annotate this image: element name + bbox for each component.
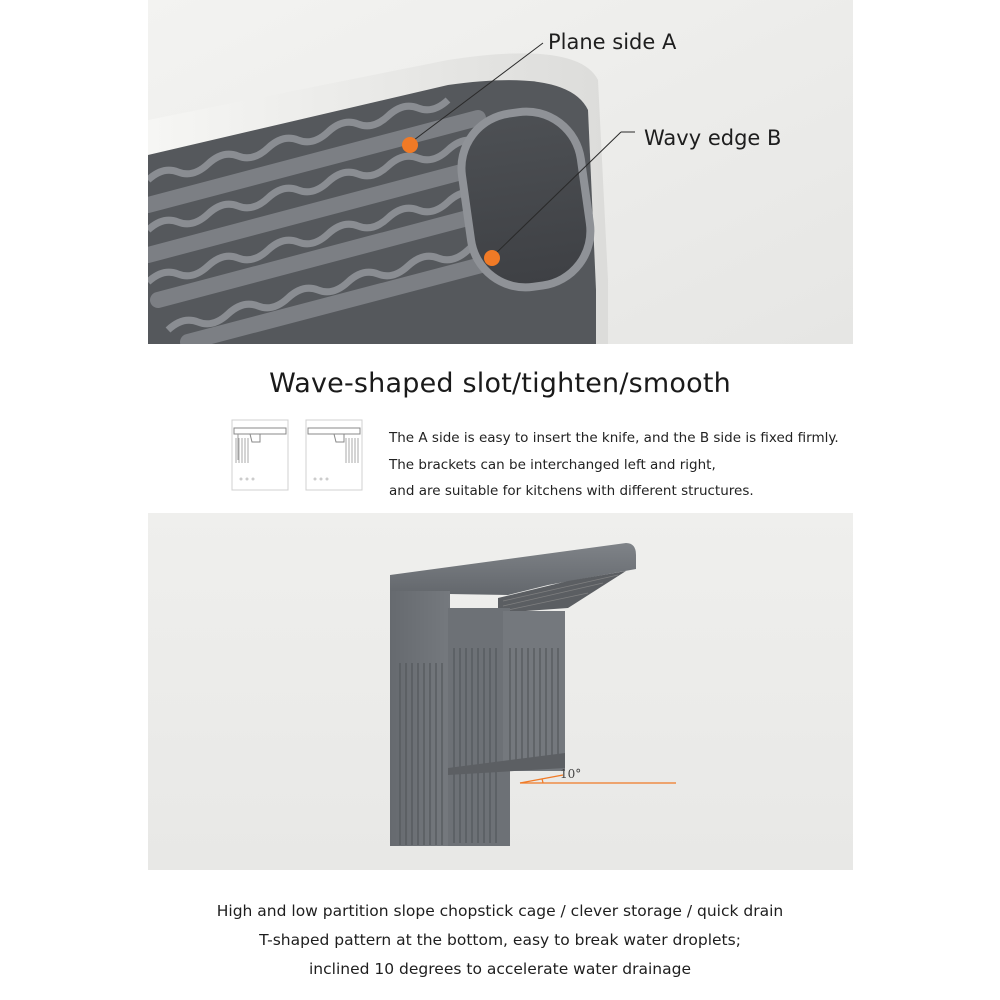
plane-side-label: Plane side A <box>548 30 677 54</box>
angle-label: 10° <box>560 767 582 781</box>
description-line-2: The brackets can be interchanged left and right, <box>389 457 716 473</box>
bracket-right-diagram <box>304 418 364 493</box>
top-product-photo <box>148 0 853 344</box>
plane-side-marker <box>402 137 418 153</box>
wavy-edge-label: Wavy edge B <box>644 126 782 150</box>
knife-slot-closeup <box>148 0 853 344</box>
bracket-left-diagram <box>230 418 290 493</box>
caption-line-1: High and low partition slope chopstick cage / clever storage / quick drain <box>216 902 784 920</box>
description-line-1: The A side is easy to insert the knife, and the B side is fixed firmly. <box>389 430 839 446</box>
caption-line-3: inclined 10 degrees to accelerate water drainage <box>309 960 691 978</box>
wavy-edge-marker <box>484 250 500 266</box>
chopstick-cage-render <box>148 513 853 870</box>
section-heading: Wave-shaped slot/tighten/smooth <box>269 368 731 399</box>
bottom-product-photo <box>148 513 853 870</box>
caption-line-2: T-shaped pattern at the bottom, easy to break water droplets; <box>259 931 741 949</box>
description-line-3: and are suitable for kitchens with different structures. <box>389 483 754 499</box>
